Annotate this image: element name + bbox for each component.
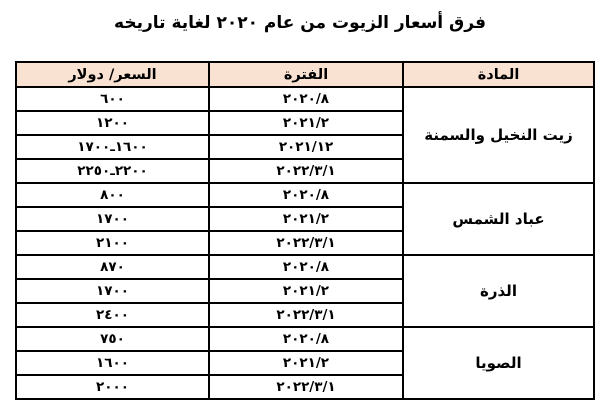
period-cell: ٢٠٢٢/٣/١	[209, 159, 403, 183]
material-cell: الذرة	[403, 255, 594, 327]
page-title: فرق أسعار الزيوت من عام ٢٠٢٠ لغاية تاريخه	[114, 13, 486, 33]
oil-price-table	[15, 61, 595, 400]
period-cell: ٢٠٢١/٢	[209, 351, 403, 375]
material-cell: عباد الشمس	[403, 183, 594, 255]
header-period: الفترة	[209, 62, 403, 87]
period-cell: ٢٠٢١/١٢	[209, 135, 403, 159]
price-cell: ٦٠٠	[16, 87, 209, 111]
price-cell: ١٦٠٠	[16, 351, 209, 375]
price-cell: ٢٤٠٠	[16, 303, 209, 327]
header-material: المادة	[403, 62, 594, 87]
period-cell: ٢٠٢٠/٨	[209, 255, 403, 279]
period-cell: ٢٠٢١/٢	[209, 207, 403, 231]
period-cell: ٢٠٢١/٢	[209, 111, 403, 135]
period-cell: ٢٠٢٢/٣/١	[209, 303, 403, 327]
price-cell: ١٢٠٠	[16, 111, 209, 135]
period-cell: ٢٠٢٢/٣/١	[209, 375, 403, 399]
price-cell: ٢٢٠٠ـ٢٢٥٠	[16, 159, 209, 183]
material-cell: الصويا	[403, 327, 594, 399]
period-cell: ٢٠٢٠/٨	[209, 327, 403, 351]
period-cell: ٢٠٢٠/٨	[209, 87, 403, 111]
price-cell: ١٦٠٠ـ١٧٠٠	[16, 135, 209, 159]
material-cell: زيت النخيل والسمنة	[403, 87, 594, 183]
period-cell: ٢٠٢١/٢	[209, 279, 403, 303]
table-row	[16, 327, 594, 351]
table-row	[16, 87, 594, 111]
price-cell: ١٧٠٠	[16, 279, 209, 303]
period-cell: ٢٠٢٢/٣/١	[209, 231, 403, 255]
price-table-body	[16, 87, 594, 399]
price-cell: ٨٧٠	[16, 255, 209, 279]
price-cell: ٢١٠٠	[16, 231, 209, 255]
table-header-row	[16, 62, 594, 87]
period-cell: ٢٠٢٠/٨	[209, 183, 403, 207]
table-row	[16, 255, 594, 279]
price-cell: ١٧٠٠	[16, 207, 209, 231]
price-cell: ٨٠٠	[16, 183, 209, 207]
price-cell: ٢٠٠٠	[16, 375, 209, 399]
price-cell: ٧٥٠	[16, 327, 209, 351]
header-price: السعر/ دولار	[16, 62, 209, 87]
table-row	[16, 183, 594, 207]
table-container	[0, 35, 600, 400]
